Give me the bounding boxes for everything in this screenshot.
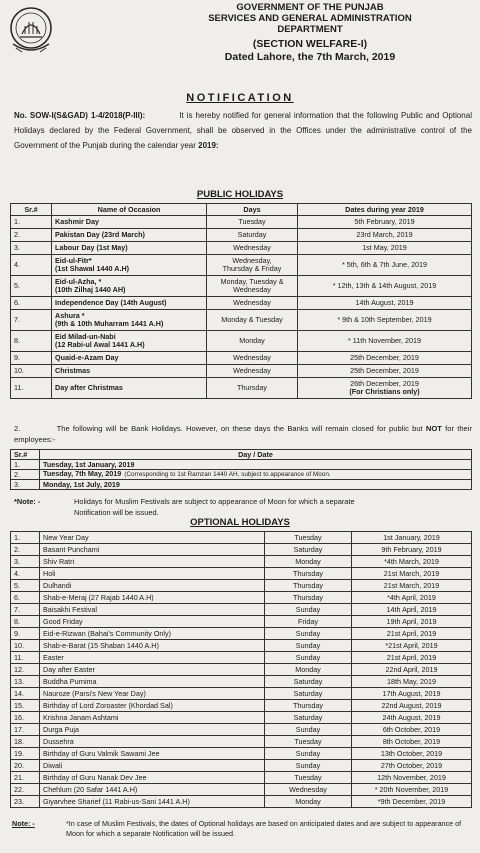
serial-cell: 4. bbox=[11, 568, 40, 580]
date-cell: 27th October, 2019 bbox=[352, 760, 472, 772]
date-text: * 12th, 13th & 14th August, 2019 bbox=[332, 281, 437, 290]
occasion-detail: (10th Zilhaj 1440 AH) bbox=[55, 285, 126, 294]
table-row bbox=[11, 331, 472, 352]
occasion-cell: Good Friday bbox=[40, 616, 265, 628]
serial-cell: 7. bbox=[11, 310, 52, 331]
table-row bbox=[11, 255, 472, 276]
days-cell: Saturday bbox=[265, 688, 352, 700]
days-cell bbox=[207, 365, 298, 378]
date-cell bbox=[298, 352, 472, 365]
table-row bbox=[11, 580, 472, 592]
days-cell: Thursday bbox=[265, 568, 352, 580]
occasion-name: Eid-ul-Fitr* bbox=[55, 256, 92, 265]
date-text: 14th August, 2019 bbox=[355, 298, 414, 307]
date-cell bbox=[298, 229, 472, 242]
days-cell: Tuesday bbox=[265, 532, 352, 544]
bank-para-not: NOT bbox=[425, 424, 442, 433]
date-cell: 9th February, 2019 bbox=[352, 544, 472, 556]
date-cell bbox=[298, 297, 472, 310]
occasion-cell bbox=[52, 255, 207, 276]
table-row bbox=[11, 352, 472, 365]
serial-cell: 21. bbox=[11, 772, 40, 784]
occasion-cell bbox=[52, 229, 207, 242]
occasion-cell bbox=[52, 378, 207, 399]
date-cell bbox=[298, 276, 472, 297]
days-cell: Monday bbox=[265, 664, 352, 676]
public-holidays-title: PUBLIC HOLIDAYS bbox=[196, 189, 284, 200]
occasion-cell: Easter bbox=[40, 652, 265, 664]
date-cell: * 20th November, 2019 bbox=[352, 784, 472, 796]
days-cell bbox=[207, 229, 298, 242]
table-row bbox=[11, 592, 472, 604]
occasion-detail: (1st Shawal 1440 A.H) bbox=[55, 264, 130, 273]
note-text-2: Notification will be issued. bbox=[74, 508, 159, 517]
table-row bbox=[11, 480, 472, 490]
table-row bbox=[11, 652, 472, 664]
days-cell: Wednesday bbox=[265, 784, 352, 796]
occasion-cell: Holi bbox=[40, 568, 265, 580]
occasion-cell: Chehlum (20 Safar 1441 A.H) bbox=[40, 784, 265, 796]
date-cell: 21st April, 2019 bbox=[352, 628, 472, 640]
day-text: Wednesday, bbox=[232, 256, 272, 265]
serial-cell: 23. bbox=[11, 796, 40, 808]
letterhead bbox=[150, 2, 470, 63]
date-cell: 21st April, 2019 bbox=[352, 652, 472, 664]
table-row bbox=[11, 568, 472, 580]
days-cell bbox=[207, 276, 298, 297]
serial-cell: 11. bbox=[11, 378, 52, 399]
occasion-name: Labour Day (1st May) bbox=[55, 243, 128, 252]
date-cell: 21st March, 2019 bbox=[352, 568, 472, 580]
letterhead-line-1: GOVERNMENT OF THE PUNJAB bbox=[236, 2, 384, 13]
bank-holidays-paragraph bbox=[14, 423, 472, 445]
header-days: Days bbox=[207, 204, 298, 216]
serial-cell: 1. bbox=[11, 532, 40, 544]
table-header-row bbox=[11, 450, 472, 460]
day-text: Wednesday bbox=[233, 366, 271, 375]
notification-title: NOTIFICATION bbox=[186, 92, 294, 104]
table-row bbox=[11, 604, 472, 616]
date-cell: *9th December, 2019 bbox=[352, 796, 472, 808]
date-cell: 6th October, 2019 bbox=[352, 724, 472, 736]
optional-holidays-table bbox=[10, 531, 472, 808]
table-row bbox=[11, 242, 472, 255]
bank-para-text: The following will be Bank Holidays. However, on these days the Banks will remain closed for public but bbox=[56, 424, 423, 433]
serial-cell: 10. bbox=[11, 365, 52, 378]
table-row bbox=[11, 712, 472, 724]
date-cell: *4th April, 2019 bbox=[352, 592, 472, 604]
date-cell: 1st January, 2019 bbox=[352, 532, 472, 544]
serial-cell: 17. bbox=[11, 724, 40, 736]
occasion-cell: Birthday of Guru Valmik Sawami Jee bbox=[40, 748, 265, 760]
date-cell: 22nd August, 2019 bbox=[352, 700, 472, 712]
serial-cell: 16. bbox=[11, 712, 40, 724]
serial-cell: 2. bbox=[11, 470, 40, 480]
date-cell: 22nd April, 2019 bbox=[352, 664, 472, 676]
days-cell: Sunday bbox=[265, 628, 352, 640]
optional-holidays-title: OPTIONAL HOLIDAYS bbox=[190, 517, 290, 528]
days-cell bbox=[207, 378, 298, 399]
table-row bbox=[11, 310, 472, 331]
table-row bbox=[11, 784, 472, 796]
date-cell: 12th November, 2019 bbox=[352, 772, 472, 784]
days-cell: Thursday bbox=[265, 592, 352, 604]
days-cell bbox=[207, 242, 298, 255]
occasion-cell: Eid-e-Rizwan (Bahai's Community Only) bbox=[40, 628, 265, 640]
date-text: * 11th November, 2019 bbox=[348, 336, 421, 345]
table-row bbox=[11, 700, 472, 712]
table-row bbox=[11, 216, 472, 229]
days-cell: Saturday bbox=[265, 712, 352, 724]
occasion-name: Christmas bbox=[55, 366, 91, 375]
date-cell bbox=[298, 216, 472, 229]
table-row bbox=[11, 532, 472, 544]
occasion-cell: Birthday of Lord Zoroaster (Khordad Sal) bbox=[40, 700, 265, 712]
table-row bbox=[11, 470, 472, 480]
table-row bbox=[11, 616, 472, 628]
date-text: 25th December, 2019 bbox=[350, 366, 419, 375]
moon-note bbox=[14, 496, 472, 518]
day-date-cell bbox=[40, 470, 472, 480]
date-cell bbox=[298, 242, 472, 255]
table-row bbox=[11, 378, 472, 399]
days-cell bbox=[207, 255, 298, 276]
header-sr: Sr.# bbox=[11, 204, 52, 216]
date-cell bbox=[298, 378, 472, 399]
days-cell: Thursday bbox=[265, 700, 352, 712]
occasion-cell: Shab-e-Meraj (27 Rajab 1440 A.H) bbox=[40, 592, 265, 604]
header-occasion: Name of Occasion bbox=[52, 204, 207, 216]
section-name: (SECTION WELFARE-I) bbox=[252, 38, 368, 50]
serial-cell: 1. bbox=[11, 216, 52, 229]
occasion-name: Independence Day (14th August) bbox=[55, 298, 167, 307]
days-cell bbox=[207, 216, 298, 229]
day-text-2: Wednesday bbox=[233, 285, 271, 294]
serial-cell: 11. bbox=[11, 652, 40, 664]
bottom-note bbox=[12, 819, 472, 839]
occasion-cell: Buddha Purnima bbox=[40, 676, 265, 688]
bank-date-note: (Corresponding to 1st Ramzan 1440 AH, subject to appearance of Moon. bbox=[124, 471, 331, 478]
date-text: 5th February, 2019 bbox=[354, 217, 415, 226]
occasion-cell: New Year Day bbox=[40, 532, 265, 544]
header-sr: Sr.# bbox=[11, 450, 40, 460]
date-cell: 17th August, 2019 bbox=[352, 688, 472, 700]
occasion-detail: (12 Rabi-ul Awal 1441 A.H) bbox=[55, 340, 145, 349]
serial-cell: 19. bbox=[11, 748, 40, 760]
serial-cell: 5. bbox=[11, 580, 40, 592]
serial-cell: 6. bbox=[11, 297, 52, 310]
table-row bbox=[11, 772, 472, 784]
header-dates: Dates during year 2019 bbox=[298, 204, 472, 216]
days-cell: Thursday bbox=[265, 580, 352, 592]
days-cell: Sunday bbox=[265, 760, 352, 772]
serial-cell: 1. bbox=[11, 460, 40, 470]
table-row bbox=[11, 724, 472, 736]
punjab-emblem-icon bbox=[8, 4, 54, 56]
table-row bbox=[11, 796, 472, 808]
occasion-cell bbox=[52, 276, 207, 297]
occasion-cell bbox=[52, 216, 207, 229]
date-cell: 18th May, 2019 bbox=[352, 676, 472, 688]
public-holidays-table bbox=[10, 203, 472, 399]
table-row bbox=[11, 736, 472, 748]
serial-cell: 2. bbox=[11, 544, 40, 556]
bottom-note-text: *In case of Muslim Festivals, the dates of Optional holidays are based on anticipated dates and are subject to appearance of Moon for which a separate Notification will be issued. bbox=[66, 819, 462, 838]
occasion-cell: Dulhandi bbox=[40, 580, 265, 592]
serial-cell: 10. bbox=[11, 640, 40, 652]
serial-cell: 12. bbox=[11, 664, 40, 676]
date-cell bbox=[298, 365, 472, 378]
occasion-cell bbox=[52, 242, 207, 255]
serial-cell: 9. bbox=[11, 352, 52, 365]
occasion-name: Kashmir Day bbox=[55, 217, 99, 226]
table-row bbox=[11, 628, 472, 640]
day-text: Thursday bbox=[237, 383, 267, 392]
days-cell: Sunday bbox=[265, 640, 352, 652]
bank-para-text-end: for their employees:- bbox=[14, 424, 472, 444]
days-cell: Friday bbox=[265, 616, 352, 628]
serial-cell: 2. bbox=[11, 229, 52, 242]
day-text: Wednesday bbox=[233, 243, 271, 252]
date-cell bbox=[298, 331, 472, 352]
occasion-cell: Baisakhi Festival bbox=[40, 604, 265, 616]
day-text: Monday & Tuesday bbox=[221, 315, 283, 324]
table-row bbox=[11, 297, 472, 310]
serial-cell: 22. bbox=[11, 784, 40, 796]
occasion-name: Pakistan Day (23rd March) bbox=[55, 230, 145, 239]
table-row bbox=[11, 460, 472, 470]
header-day-date: Day / Date bbox=[40, 450, 472, 460]
days-cell: Tuesday bbox=[265, 772, 352, 784]
date-cell: 8th October, 2019 bbox=[352, 736, 472, 748]
days-cell: Tuesday bbox=[265, 736, 352, 748]
occasion-cell: Dussehra bbox=[40, 736, 265, 748]
bank-para-number: 2. bbox=[14, 424, 21, 433]
serial-cell: 18. bbox=[11, 736, 40, 748]
day-text: Wednesday bbox=[233, 298, 271, 307]
intro-year: 2019: bbox=[198, 141, 219, 150]
bank-date: Monday, 1st July, 2019 bbox=[43, 479, 120, 489]
occasion-cell: Diwali bbox=[40, 760, 265, 772]
date-cell: 24th August, 2019 bbox=[352, 712, 472, 724]
day-text: Saturday bbox=[237, 230, 267, 239]
occasion-name: Eid Milad-un-Nabi bbox=[55, 332, 116, 341]
days-cell: Saturday bbox=[265, 544, 352, 556]
table-row bbox=[11, 760, 472, 772]
table-row bbox=[11, 748, 472, 760]
occasion-cell bbox=[52, 331, 207, 352]
occasion-cell: Day after Easter bbox=[40, 664, 265, 676]
table-row bbox=[11, 556, 472, 568]
days-cell bbox=[207, 310, 298, 331]
intro-paragraph bbox=[14, 108, 472, 153]
date-cell: *4th March, 2019 bbox=[352, 556, 472, 568]
table-row bbox=[11, 229, 472, 242]
date-cell: 14th April, 2019 bbox=[352, 604, 472, 616]
table-row bbox=[11, 676, 472, 688]
days-cell: Monday bbox=[265, 556, 352, 568]
letterhead-line-2: SERVICES AND GENERAL ADMINISTRATION bbox=[208, 13, 412, 24]
table-header-row bbox=[11, 204, 472, 216]
days-cell: Monday bbox=[265, 796, 352, 808]
serial-cell: 5. bbox=[11, 276, 52, 297]
day-date-cell bbox=[40, 480, 472, 490]
occasion-cell: Giyarvhee Sharief (11 Rabi-us-Sani 1441 A.H) bbox=[40, 796, 265, 808]
day-text: Wednesday bbox=[233, 353, 271, 362]
days-cell: Sunday bbox=[265, 724, 352, 736]
occasion-cell: Shiv Ratri bbox=[40, 556, 265, 568]
note-text-1: Holidays for Muslim Festivals are subject to appearance of Moon for which a separate bbox=[74, 497, 355, 506]
table-row bbox=[11, 544, 472, 556]
occasion-name: Ashura * bbox=[55, 311, 85, 320]
serial-cell: 20. bbox=[11, 760, 40, 772]
occasion-cell: Basant Punchami bbox=[40, 544, 265, 556]
serial-cell: 9. bbox=[11, 628, 40, 640]
date-text: 26th December, 2019 bbox=[350, 379, 419, 388]
serial-cell: 3. bbox=[11, 480, 40, 490]
date-cell: 19th April, 2019 bbox=[352, 616, 472, 628]
day-text: Monday bbox=[239, 336, 265, 345]
occasion-cell bbox=[52, 352, 207, 365]
days-cell bbox=[207, 331, 298, 352]
bank-date: Tuesday, 7th May, 2019 bbox=[43, 469, 122, 478]
date-cell: *21st April, 2019 bbox=[352, 640, 472, 652]
table-row bbox=[11, 365, 472, 378]
letterhead-line-3: DEPARTMENT bbox=[277, 24, 343, 35]
serial-cell: 6. bbox=[11, 592, 40, 604]
date-cell: 21st March, 2019 bbox=[352, 580, 472, 592]
days-cell bbox=[207, 352, 298, 365]
serial-cell: 15. bbox=[11, 700, 40, 712]
table-row bbox=[11, 640, 472, 652]
date-text: * 9th & 10th September, 2019 bbox=[337, 315, 432, 324]
occasion-name: Quaid-e-Azam Day bbox=[55, 353, 119, 362]
serial-cell: 3. bbox=[11, 242, 52, 255]
date-text: 23rd March, 2019 bbox=[356, 230, 413, 239]
day-text-2: Thursday & Friday bbox=[222, 264, 282, 273]
christians-only-label: (For Christians only) bbox=[349, 387, 420, 396]
notification-number: No. SOW-I(S&GAD) 1-4/2018(P-III): bbox=[14, 111, 146, 120]
serial-cell: 3. bbox=[11, 556, 40, 568]
days-cell: Sunday bbox=[265, 604, 352, 616]
note-label: *Note: - bbox=[14, 497, 41, 506]
day-text: Tuesday bbox=[238, 217, 266, 226]
intro-text: It is hereby notified for general information that the following Public and Optional Holidays declared by the Federal Government, shall be observed in the Offices under the administrative control of the Government of the Punjab during the calendar year bbox=[14, 111, 472, 150]
occasion-cell: Birthday of Guru Nanak Dev Jee bbox=[40, 772, 265, 784]
serial-cell: 7. bbox=[11, 604, 40, 616]
serial-cell: 13. bbox=[11, 676, 40, 688]
table-row bbox=[11, 664, 472, 676]
occasion-name: Eid-ul-Azha, * bbox=[55, 277, 102, 286]
day-text: Monday, Tuesday & bbox=[220, 277, 284, 286]
date-cell bbox=[298, 310, 472, 331]
occasion-name: Day after Christmas bbox=[55, 383, 123, 392]
dated-line: Dated Lahore, the 7th March, 2019 bbox=[224, 51, 396, 63]
days-cell bbox=[207, 297, 298, 310]
serial-cell: 8. bbox=[11, 331, 52, 352]
days-cell: Sunday bbox=[265, 748, 352, 760]
occasion-detail: (9th & 10th Muharram 1441 A.H) bbox=[55, 319, 164, 328]
table-row bbox=[11, 276, 472, 297]
occasion-cell: Krishna Janam Ashtami bbox=[40, 712, 265, 724]
occasion-cell bbox=[52, 297, 207, 310]
day-date-cell bbox=[40, 460, 472, 470]
days-cell: Sunday bbox=[265, 652, 352, 664]
serial-cell: 4. bbox=[11, 255, 52, 276]
occasion-cell: Durga Puja bbox=[40, 724, 265, 736]
serial-cell: 8. bbox=[11, 616, 40, 628]
occasion-cell: Shab-e-Barat (15 Shaban 1440 A.H) bbox=[40, 640, 265, 652]
date-text: 1st May, 2019 bbox=[362, 243, 407, 252]
bank-holidays-table bbox=[10, 449, 472, 490]
table-row bbox=[11, 688, 472, 700]
days-cell: Saturday bbox=[265, 676, 352, 688]
serial-cell: 14. bbox=[11, 688, 40, 700]
occasion-cell bbox=[52, 310, 207, 331]
date-cell bbox=[298, 255, 472, 276]
date-text: 25th December, 2019 bbox=[350, 353, 419, 362]
date-cell: 13th October, 2019 bbox=[352, 748, 472, 760]
occasion-cell bbox=[52, 365, 207, 378]
occasion-cell: Nauroze (Parsi's New Year Day) bbox=[40, 688, 265, 700]
bank-date: Tuesday, 1st January, 2019 bbox=[43, 459, 135, 469]
bottom-note-label: Note: - bbox=[12, 819, 35, 828]
date-text: * 5th, 6th & 7th June, 2019 bbox=[341, 260, 428, 269]
